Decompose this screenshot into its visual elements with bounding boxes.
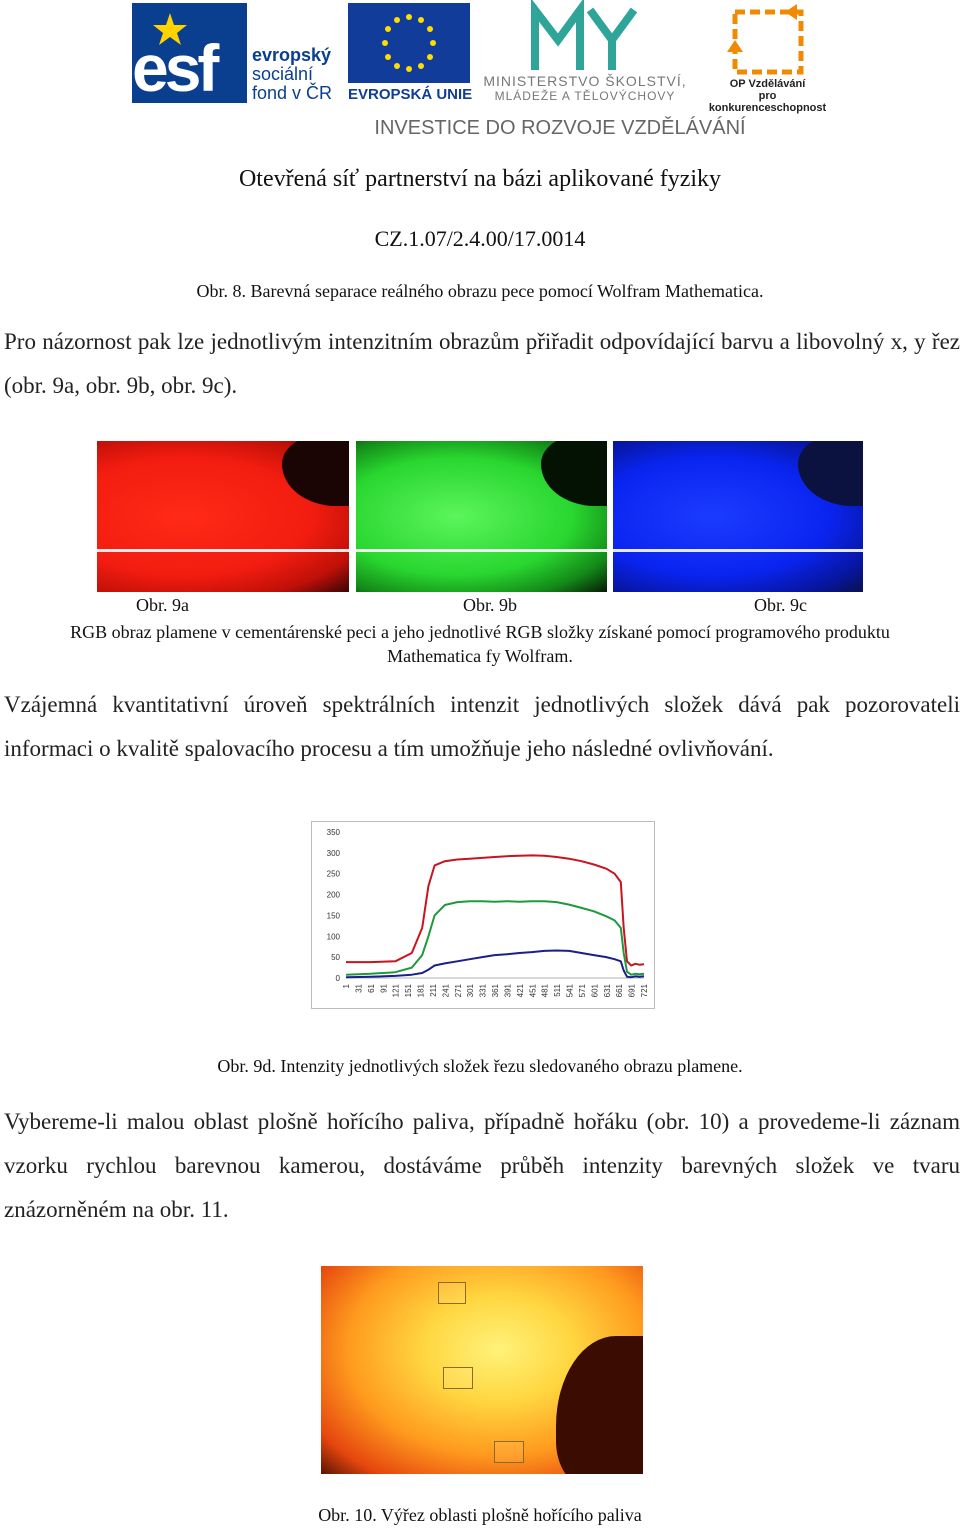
- document-title: Otevřená síť partnerství na bázi aplikované fyziky: [238, 166, 722, 192]
- x-tick-label: 61: [366, 984, 376, 993]
- y-tick-label: 300: [326, 848, 340, 858]
- y-tick-label: 0: [335, 974, 340, 983]
- eu-stars-icon: [348, 3, 470, 83]
- y-tick-label: 50: [331, 953, 340, 963]
- section-line: [356, 549, 607, 552]
- esf-line-3: fond v ČR: [252, 83, 333, 103]
- chart-svg: [312, 822, 654, 1008]
- roi-box-2: [443, 1367, 473, 1389]
- flame-dark-region: [556, 1336, 643, 1474]
- msmt-logo: [530, 0, 640, 80]
- logo-bar: [0, 0, 960, 140]
- project-code: CZ.1.07/2.4.00/17.0014: [374, 226, 586, 251]
- x-tick-label: 211: [428, 984, 438, 997]
- x-tick-label: 691: [627, 984, 637, 998]
- caption-fig10: Obr. 10. Výřez oblasti plošně hořícího paliva: [318, 1505, 642, 1525]
- esf-line-2: sociální: [252, 64, 314, 84]
- section-line: [97, 549, 349, 552]
- label-9c: Obr. 9c: [754, 595, 807, 615]
- series-line-0: [346, 855, 644, 965]
- roi-box-3: [494, 1441, 524, 1463]
- x-tick-label: 541: [565, 984, 575, 998]
- eu-label: EVROPSKÁ UNIE: [348, 86, 473, 103]
- image-burning-fuel: [321, 1266, 643, 1474]
- x-tick-label: 601: [590, 984, 600, 998]
- esf-line-1: evropský: [252, 45, 332, 65]
- msmt-line-1: MINISTERSTVO ŠKOLSTVÍ,: [483, 73, 687, 89]
- esf-wordmark: esf: [132, 31, 216, 105]
- x-tick-label: 271: [453, 984, 463, 998]
- x-tick-label: 391: [503, 984, 513, 998]
- msmt-caption: [480, 74, 690, 104]
- x-tick-label: 451: [528, 984, 538, 998]
- x-tick-label: 421: [515, 984, 525, 998]
- eu-flag-logo: [348, 3, 470, 83]
- op-line-1: OP Vzdělávání: [729, 78, 806, 90]
- msmt-mark-icon: [530, 0, 640, 80]
- op-arrows-icon: [725, 0, 815, 82]
- x-tick-label: 121: [391, 984, 401, 998]
- flame-dark-region: [798, 441, 863, 506]
- label-9a: Obr. 9a: [136, 595, 189, 615]
- x-tick-label: 151: [404, 984, 414, 998]
- x-tick-label: 571: [577, 984, 587, 998]
- x-tick-label: 31: [354, 984, 364, 993]
- x-tick-label: 301: [466, 984, 476, 998]
- caption-fig9: RGB obraz plamene v cementárenské peci a jeho jednotlivé RGB složky získané pomocí programového produktu Mathematica fy Wolfram.: [70, 622, 890, 666]
- x-tick-label: 1: [342, 984, 351, 989]
- caption-fig9d: Obr. 9d. Intenzity jednotlivých složek řezu sledovaného obrazu plamene.: [217, 1056, 743, 1076]
- x-tick-label: 511: [553, 984, 563, 997]
- op-logo: [725, 0, 815, 82]
- investice-tagline: INVESTICE DO ROZVOJE VZDĚLÁVÁNÍ: [374, 117, 746, 139]
- x-tick-label: 481: [540, 984, 550, 998]
- x-tick-label: 91: [379, 984, 389, 993]
- series-line-1: [346, 901, 644, 975]
- x-tick-label: 721: [640, 984, 649, 998]
- op-line-2: pro konkurenceschopnost: [708, 90, 827, 114]
- paragraph-3: Vybereme-li malou oblast plošně hořícího paliva, případně hořáku (obr. 10) a provedeme-li záznam vzorku rychlou barevnou kamerou, dostáváme průběh intenzity barevných složek ve tvaru znázorněném na obr. 11.: [4, 1109, 960, 1222]
- y-tick-label: 200: [326, 890, 340, 900]
- x-tick-label: 241: [441, 984, 451, 998]
- intensity-chart: [311, 821, 655, 1009]
- msmt-line-2: MLÁDEŽE A TĚLOVÝCHOVY: [494, 89, 676, 103]
- x-tick-label: 361: [491, 984, 500, 998]
- x-tick-label: 181: [416, 984, 426, 998]
- image-red-channel: [97, 441, 349, 592]
- flame-dark-region: [541, 441, 607, 506]
- flame-dark-region: [282, 441, 349, 506]
- y-tick-label: 350: [326, 828, 340, 837]
- paragraph-1: Pro názornost pak lze jednotlivým intenzitním obrazům přiřadit odpovídající barvu a libovolný x, y řez (obr. 9a, obr. 9b, obr. 9c).: [4, 329, 960, 398]
- x-tick-label: 661: [615, 984, 625, 998]
- roi-box-1: [438, 1282, 466, 1304]
- op-caption: [700, 78, 835, 114]
- esf-caption: [252, 46, 332, 103]
- image-green-channel: [356, 441, 607, 592]
- caption-fig8: Obr. 8. Barevná separace reálného obrazu pece pomocí Wolfram Mathematica.: [196, 281, 764, 301]
- x-tick-label: 331: [478, 984, 488, 998]
- paragraph-2: Vzájemná kvantitativní úroveň spektrálních intenzit jednotlivých složek dává pak pozorovateli informaci o kvalitě spalovacího procesu a tím umožňuje jeho následné ovlivňování.: [4, 692, 960, 761]
- y-tick-label: 100: [326, 932, 340, 942]
- y-tick-label: 250: [326, 869, 340, 879]
- x-tick-label: 631: [602, 984, 612, 998]
- label-9b: Obr. 9b: [463, 595, 517, 615]
- image-blue-channel: [613, 441, 863, 592]
- y-tick-label: 150: [326, 911, 340, 921]
- section-line: [613, 549, 863, 552]
